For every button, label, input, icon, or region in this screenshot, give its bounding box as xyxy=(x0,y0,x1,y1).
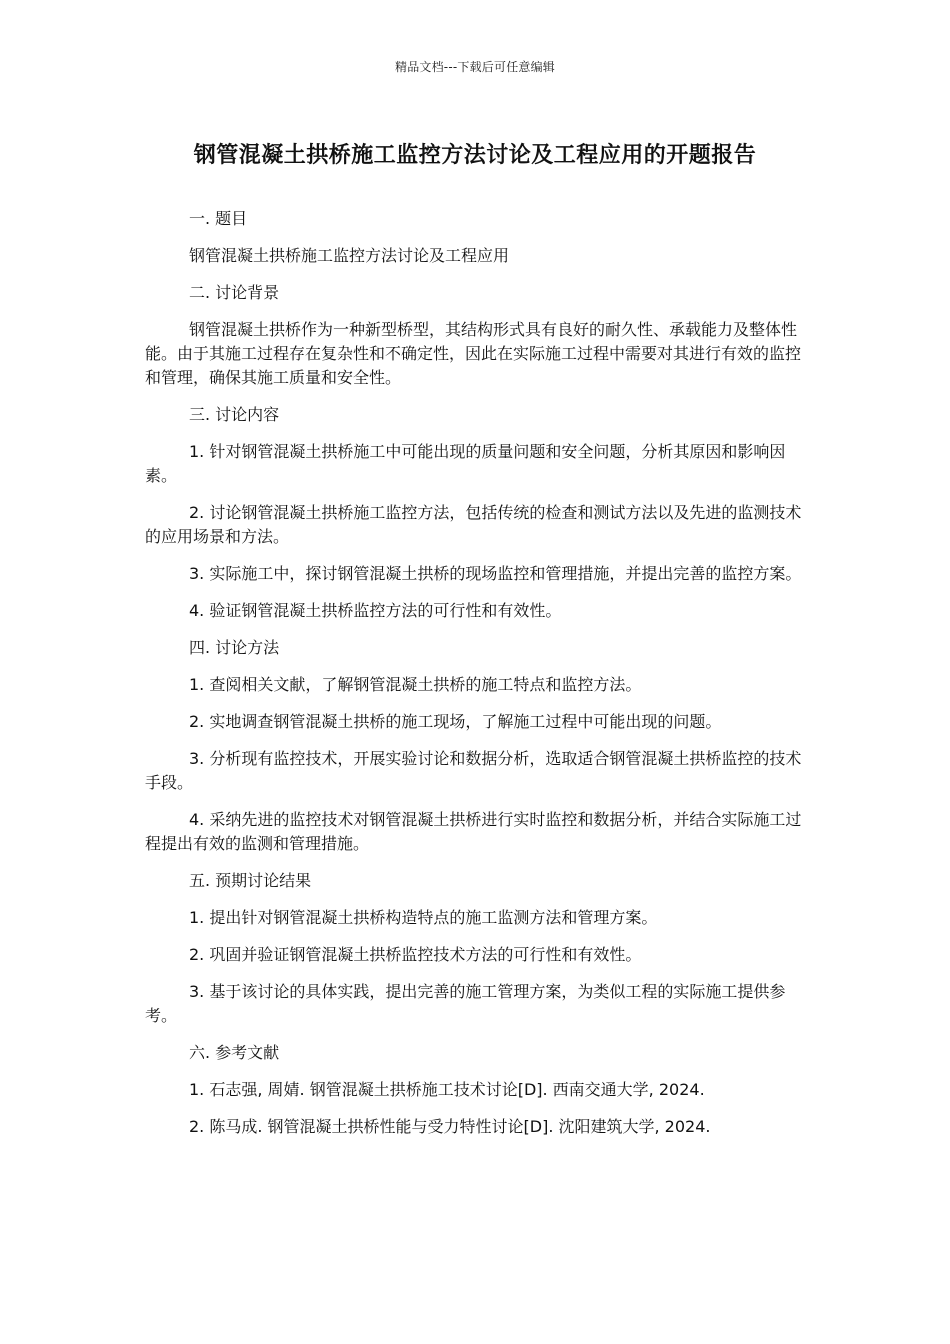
content-item: 2. 讨论钢管混凝土拱桥施工监控方法，包括传统的检查和测试方法以及先进的监测技术的应用场景和方法。 xyxy=(145,503,802,546)
reference-item: 2. 陈马成. 钢管混凝土拱桥性能与受力特性讨论[D]. 沈阳建筑大学, 2024. xyxy=(189,1117,711,1136)
section-heading-method: 四. 讨论方法 xyxy=(189,638,280,657)
method-item: 1. 查阅相关文献，了解钢管混凝土拱桥的施工特点和监控方法。 xyxy=(189,675,642,694)
section-heading-background: 二. 讨论背景 xyxy=(189,283,280,302)
document-body xyxy=(145,207,805,1152)
background-paragraph: 钢管混凝土拱桥作为一种新型桥型，其结构形式具有良好的耐久性、承载能力及整体性能。由于其施工过程存在复杂性和不确定性，因此在实际施工过程中需要对其进行有效的监控和管理，确保其施工质量和安全性。 xyxy=(145,320,802,387)
content-item: 4. 验证钢管混凝土拱桥监控方法的可行性和有效性。 xyxy=(189,601,562,620)
section-heading-content: 三. 讨论内容 xyxy=(189,405,280,424)
content-item: 1. 针对钢管混凝土拱桥施工中可能出现的质量问题和安全问题，分析其原因和影响因素。 xyxy=(145,442,786,485)
section-heading-topic: 一. 题目 xyxy=(189,209,248,228)
content-item: 3. 实际施工中，探讨钢管混凝土拱桥的现场监控和管理措施，并提出完善的监控方案。 xyxy=(189,564,802,583)
header-note: 精品文档---下载后可任意编辑 xyxy=(395,60,555,74)
result-item: 3. 基于该讨论的具体实践，提出完善的施工管理方案，为类似工程的实际施工提供参考。 xyxy=(145,982,786,1025)
method-item: 2. 实地调查钢管混凝土拱桥的施工现场，了解施工过程中可能出现的问题。 xyxy=(189,712,722,731)
topic-text: 钢管混凝土拱桥施工监控方法讨论及工程应用 xyxy=(189,246,510,265)
result-item: 2. 巩固并验证钢管混凝土拱桥监控技术方法的可行性和有效性。 xyxy=(189,945,642,964)
section-heading-results: 五. 预期讨论结果 xyxy=(189,871,312,890)
document-title: 钢管混凝土拱桥施工监控方法讨论及工程应用的开题报告 xyxy=(193,143,757,168)
method-item: 3. 分析现有监控技术，开展实验讨论和数据分析，选取适合钢管混凝土拱桥监控的技术手段。 xyxy=(145,749,802,792)
section-heading-references: 六. 参考文献 xyxy=(189,1043,280,1062)
method-item: 4. 采纳先进的监控技术对钢管混凝土拱桥进行实时监控和数据分析，并结合实际施工过程提出有效的监测和管理措施。 xyxy=(145,810,802,853)
reference-item: 1. 石志强, 周婧. 钢管混凝土拱桥施工技术讨论[D]. 西南交通大学, 2024. xyxy=(189,1080,705,1099)
result-item: 1. 提出针对钢管混凝土拱桥构造特点的施工监测方法和管理方案。 xyxy=(189,908,658,927)
